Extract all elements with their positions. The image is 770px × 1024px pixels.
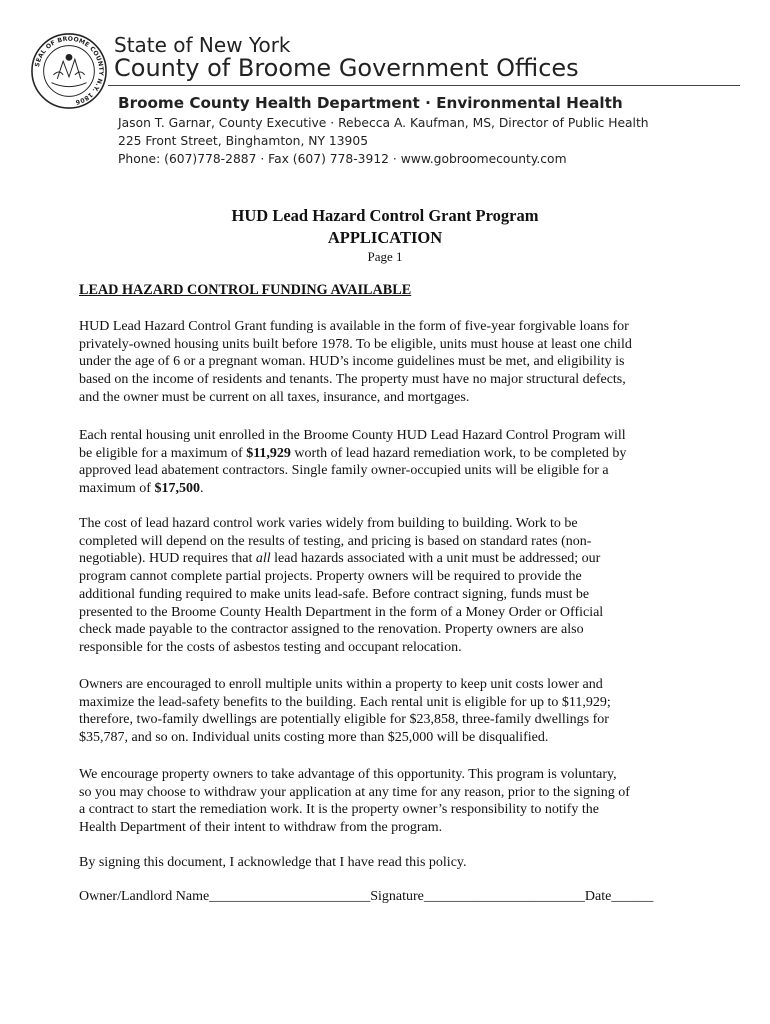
seal-emblem [51, 54, 86, 86]
signature-line [79, 889, 653, 905]
paragraph-line: maximize the lead-safety benefits to the building. Each rental unit is eligible for up to $11,929; [79, 694, 611, 710]
text-run: be eligible for a maximum of [79, 445, 247, 461]
county-seal [30, 32, 108, 110]
county-office-title: County of Broome Government Offices [114, 54, 579, 82]
paragraph-line: By signing this document, I acknowledge that I have read this policy. [79, 855, 467, 870]
paragraph-line: under the age of 6 or a pregnant woman. HUD’s income guidelines must be met, and eligibility is [79, 354, 625, 370]
text-run: maximum of [79, 481, 155, 497]
document-subtitle: APPLICATION [327, 228, 443, 247]
owner-occupied-maximum-amount: $17,500 [154, 481, 200, 497]
text-run: negotiable). HUD requires that [79, 551, 256, 567]
paragraph-line: based on the income of residents and tenants. The property must have no major structural defects, [79, 372, 626, 388]
address-line: 225 Front Street, Binghamton, NY 13905 [118, 134, 369, 148]
text-run: lead hazards associated with a unit must be addressed; our [270, 551, 601, 567]
document-title: HUD Lead Hazard Control Grant Program [231, 206, 539, 225]
page-number: Page 1 [367, 249, 403, 264]
signature-label: Signature [370, 889, 424, 904]
date-label: Date [584, 889, 612, 904]
paragraph-line: and the owner must be current on all taxes, insurance, and mortgages. [79, 389, 470, 405]
paragraph-line: check made payable to the contractor assigned to the renovation. Property owners are also [79, 622, 584, 638]
paragraph-acknowledgement [79, 854, 679, 872]
paragraph-multiple-units [79, 676, 679, 747]
paragraph-line: approved lead abatement contractors. Single family owner-occupied units will be eligible for a [79, 463, 609, 479]
signature-field[interactable]: _______________________ [423, 889, 585, 904]
header-divider [108, 85, 740, 86]
owner-name-field[interactable]: _______________________ [209, 889, 371, 904]
paragraph-line: Owners are encouraged to enroll multiple units within a property to keep unit costs lower and [79, 677, 603, 692]
paragraph-line: program cannot complete partial projects. Property owners will be required to provide the [79, 569, 582, 585]
paragraph-line: therefore, two-family dwellings are potentially eligible for $23,858, three-family dwellings for [79, 712, 609, 728]
paragraph-line: privately-owned housing units built before 1978. To be eligible, units must house at least one child [79, 336, 632, 352]
paragraph-costs [79, 515, 679, 657]
seal-ring-text: SEAL OF BROOME COUNTY N.Y. 1806 [34, 35, 105, 106]
paragraph-maximum-funding [79, 427, 679, 498]
text-run: worth of lead hazard remediation work, to be completed by [290, 445, 627, 461]
paragraph-withdrawal [79, 766, 679, 837]
owner-name-label: Owner/Landlord Name [79, 889, 210, 904]
text-run: . [199, 481, 204, 497]
section-heading: LEAD HAZARD CONTROL FUNDING AVAILABLE [79, 282, 412, 298]
state-name: State of New York [114, 33, 291, 57]
paragraph-line: The cost of lead hazard control work varies widely from building to building. Work to be [79, 516, 578, 531]
paragraph-line [79, 550, 679, 568]
paragraph-line: presented to the Broome County Health Department in the form of a Money Order or Official [79, 604, 604, 620]
executives-line: Jason T. Garnar, County Executive · Rebecca A. Kaufman, MS, Director of Public Health [118, 116, 649, 130]
paragraph-line: completed will depend on the results of testing, and pricing is based on standard rates (non- [79, 533, 592, 549]
paragraph-line: We encourage property owners to take advantage of this opportunity. This program is voluntary, [79, 767, 617, 782]
paragraph-line: a contract to start the remediation work. It is the property owner’s responsibility to notify the [79, 802, 599, 818]
rental-maximum-amount: $11,929 [246, 445, 291, 461]
paragraph-line: additional funding required to make units lead-safe. Before contract signing, funds must be [79, 586, 590, 602]
paragraph-line [79, 445, 679, 463]
paragraph-eligibility [79, 318, 679, 407]
paragraph-line: HUD Lead Hazard Control Grant funding is available in the form of five-year forgivable loans for [79, 319, 629, 334]
paragraph-line [79, 480, 679, 498]
emphasis-all: all [255, 551, 271, 567]
paragraph-line: responsible for the costs of asbestos testing and occupant relocation. [79, 639, 462, 655]
date-field[interactable]: ______ [611, 889, 654, 904]
paragraph-line: so you may choose to withdraw your application at any time for any reason, prior to the signing of [79, 784, 630, 800]
contact-line: Phone: (607)778-2887 · Fax (607) 778-3912 · www.gobroomecounty.com [118, 152, 567, 166]
paragraph-line: Health Department of their intent to withdraw from the program. [79, 820, 443, 836]
paragraph-line: Each rental housing unit enrolled in the Broome County HUD Lead Hazard Control Program will [79, 428, 626, 443]
department-name: Broome County Health Department · Environmental Health [118, 94, 623, 112]
paragraph-line: $35,787, and so on. Individual units costing more than $25,000 will be disqualified. [79, 730, 549, 746]
